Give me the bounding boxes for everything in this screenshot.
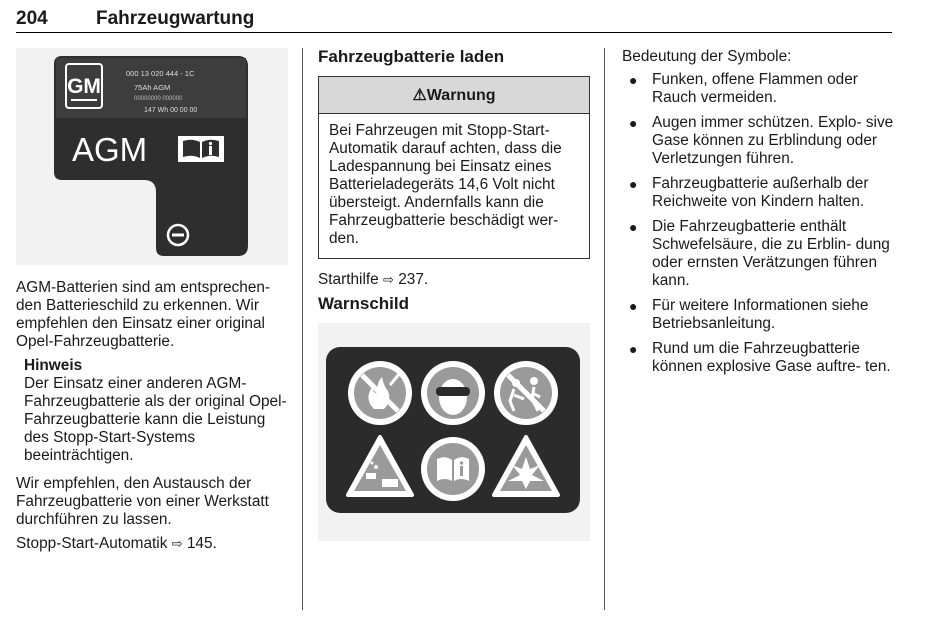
column-middle xyxy=(318,48,590,541)
reference-page: 237. xyxy=(398,271,429,288)
list-item xyxy=(622,71,896,107)
list-item xyxy=(622,218,896,290)
warning-text: Bei Fahrzeugen mit Stopp-Start-Automatik darauf achten, dass die Ladespannung bei Einsatz eines Batterieladegeräts 14,6 Volt nicht übersteigt. Andernfalls kann die Fahrzeugbatterie beschädigt wer- den. xyxy=(329,122,562,247)
page-number: 204 xyxy=(16,8,48,29)
bullet-icon: ● xyxy=(629,176,638,192)
no-open-flame-icon xyxy=(348,361,412,425)
warning-label-figure xyxy=(318,323,590,541)
symbol-meaning-list xyxy=(622,71,896,376)
page-title: Fahrzeugwartung xyxy=(96,8,255,29)
list-item xyxy=(622,297,896,333)
symbols-intro: Bedeutung der Symbole: xyxy=(622,48,792,65)
warning-triangle-icon: ⚠ xyxy=(412,87,427,104)
manual-book-icon xyxy=(178,136,224,162)
cross-reference-stop-start[interactable] xyxy=(16,535,290,553)
list-item xyxy=(622,114,896,168)
note-title: Hinweis xyxy=(24,357,83,374)
bullet-icon: ● xyxy=(629,115,638,131)
warning-symbols-illustration xyxy=(318,323,590,541)
reference-text: Starthilfe xyxy=(318,271,379,288)
label-fine-print-2: 75Ah AGM xyxy=(134,83,171,92)
list-item xyxy=(622,340,896,376)
reference-arrow-icon: ⇨ xyxy=(383,272,394,287)
label-fine-print-4: 147 Wh 00 00 00 xyxy=(144,107,198,114)
column-right xyxy=(622,48,896,383)
list-item xyxy=(622,175,896,211)
label-fine-print-3: 00000000 000000 xyxy=(134,96,183,102)
battery-label-figure xyxy=(16,48,288,265)
bullet-icon: ● xyxy=(629,219,638,235)
agm-battery-label-illustration xyxy=(16,48,288,265)
eye-protection-icon xyxy=(421,361,485,425)
column-left xyxy=(16,48,290,559)
list-item-text: Funken, offene Flammen oder Rauch vermeiden. xyxy=(652,71,858,106)
warning-box xyxy=(318,76,590,259)
note-box xyxy=(24,357,290,465)
keep-away-from-children-icon xyxy=(494,361,558,425)
list-item-text: Rund um die Fahrzeugbatterie können explosive Gase auftre- ten. xyxy=(652,340,891,375)
reference-text: Stopp-Start-Automatik xyxy=(16,535,168,552)
section-heading-charging: Fahrzeugbatterie laden xyxy=(318,47,505,66)
warning-title: Warnung xyxy=(426,87,496,104)
agm-intro-paragraph: AGM-Batterien sind am entsprechen- den Batterieschild zu erkennen. Wir empfehlen den Einsatz einer original Opel-Fahrzeugbatterie. xyxy=(16,279,271,350)
column-divider-2 xyxy=(604,48,605,610)
section-heading-warning-label: Warnschild xyxy=(318,294,409,313)
gm-logo-text: GM xyxy=(67,75,101,98)
list-item-text: Fahrzeugbatterie außerhalb der Reichweite von Kindern halten. xyxy=(652,175,869,210)
bullet-icon: ● xyxy=(629,72,638,88)
bullet-icon: ● xyxy=(629,298,638,314)
list-item-text: Augen immer schützen. Explo- sive Gase können zu Erblindung oder Verletzungen führen. xyxy=(652,114,894,167)
label-fine-print-1: 000 13 020 444 - 1C xyxy=(126,69,195,78)
list-item-text: Für weitere Informationen siehe Betriebsanleitung. xyxy=(652,297,869,332)
read-manual-icon xyxy=(421,437,485,501)
warning-header xyxy=(319,77,589,114)
reference-arrow-icon: ⇨ xyxy=(171,536,183,551)
bullet-icon: ● xyxy=(629,341,638,357)
header-rule xyxy=(16,32,892,33)
replacement-paragraph: Wir empfehlen, den Austausch der Fahrzeugbatterie von einer Werkstatt durchführen zu lassen. xyxy=(16,475,269,528)
cross-reference-jump-start[interactable] xyxy=(318,271,590,289)
agm-text: AGM xyxy=(72,131,148,168)
note-text: Der Einsatz einer anderen AGM-Fahrzeugbatterie als der original Opel-Fahrzeugbatterie kann die Leistung des Stopp-Start-Systems beeinträchtigen. xyxy=(24,375,287,464)
reference-page: 145. xyxy=(186,535,217,552)
list-item-text: Die Fahrzeugbatterie enthält Schwefelsäure, die zu Erblin- dung oder ernsten Verätzungen führen kann. xyxy=(652,218,890,289)
column-divider-1 xyxy=(302,48,303,610)
